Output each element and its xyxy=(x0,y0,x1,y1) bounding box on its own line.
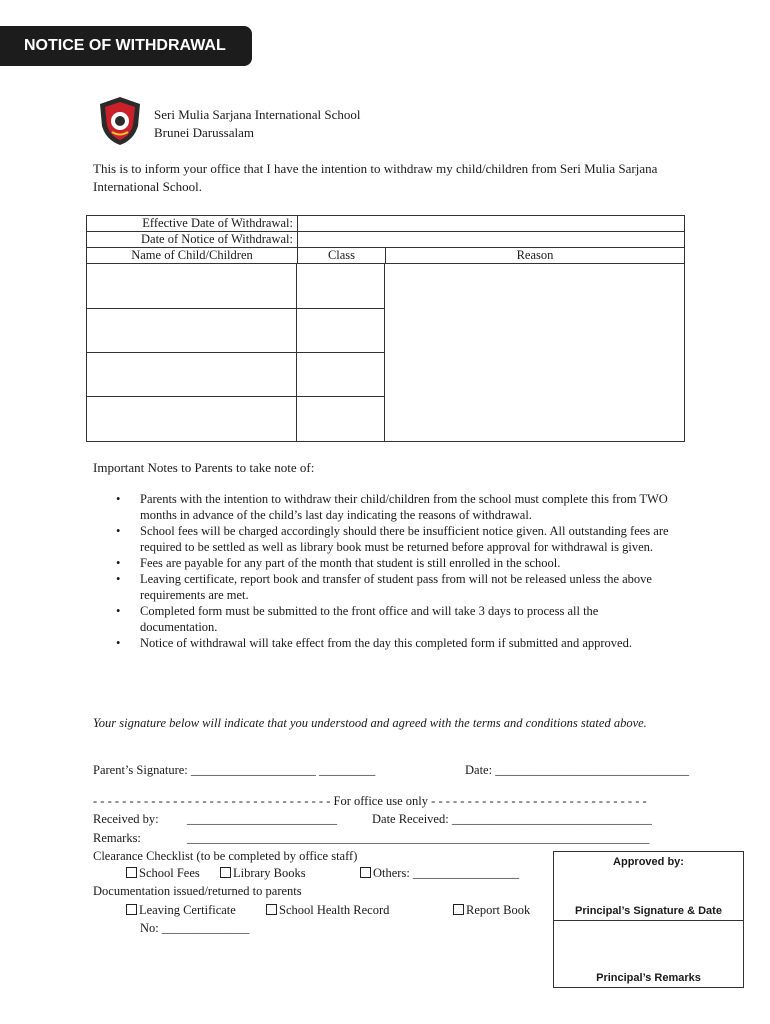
principal-approval-box xyxy=(553,851,744,988)
office-use-divider: - - - - - - - - - - - - - - - - - - - - - - - - - - - - - - - - - For office use only - - - - - - - - - - - - - - - - - - - - - - - - - - - - - - xyxy=(93,794,647,808)
child-name-field[interactable] xyxy=(86,308,297,353)
clearance-checklist-title: Clearance Checklist (to be completed by office staff) xyxy=(93,849,358,863)
health-record-label: School Health Record xyxy=(279,903,390,917)
notice-date-label: Date of Notice of Withdrawal: xyxy=(87,232,298,248)
documentation-title: Documentation issued/returned to parents xyxy=(93,884,302,898)
note-item: • Notice of withdrawal will take effect from the day this completed form if submitted and approved. xyxy=(140,635,678,651)
leaving-certificate-checkbox[interactable] xyxy=(126,903,236,918)
remarks-label: Remarks: xyxy=(93,831,141,845)
note-item: • Leaving certificate, report book and transfer of student pass from will not be released unless the above requirements are met. xyxy=(140,571,678,603)
col-reason-header: Reason xyxy=(386,248,685,264)
note-item: • Completed form must be submitted to the front office and will take 3 days to process all the documentation. xyxy=(140,603,678,635)
notes-title: Important Notes to Parents to take note of: xyxy=(93,460,315,475)
child-class-field[interactable] xyxy=(296,308,385,353)
reason-field[interactable] xyxy=(384,263,685,442)
school-info xyxy=(154,106,361,142)
child-class-field[interactable] xyxy=(296,396,385,442)
effective-date-label: Effective Date of Withdrawal: xyxy=(87,216,298,232)
effective-date-field[interactable] xyxy=(298,216,685,232)
received-by-field[interactable]: ________________________ xyxy=(187,812,337,826)
children-entry-grid xyxy=(86,263,685,442)
checkbox-icon xyxy=(453,904,464,915)
school-fees-label: School Fees xyxy=(139,866,200,880)
principal-remarks-label: Principal’s Remarks xyxy=(596,972,701,984)
withdrawal-header-table xyxy=(86,215,685,264)
library-books-checkbox[interactable] xyxy=(220,866,306,881)
col-name-header: Name of Child/Children xyxy=(87,248,298,264)
child-class-field[interactable] xyxy=(296,263,385,309)
others-label: Others: _________________ xyxy=(373,866,520,880)
child-class-field[interactable] xyxy=(296,352,385,397)
notice-date-field[interactable] xyxy=(298,232,685,248)
report-book-label: Report Book xyxy=(466,903,531,917)
remarks-field[interactable]: __________________________________________________________________________ xyxy=(187,831,650,845)
notes-list xyxy=(140,491,678,651)
signature-date-field[interactable]: Date: _______________________________ xyxy=(465,763,689,777)
school-location: Brunei Darussalam xyxy=(154,125,255,140)
school-name: Seri Mulia Sarjana International School xyxy=(154,107,361,122)
child-name-field[interactable] xyxy=(86,352,297,397)
child-name-field[interactable] xyxy=(86,396,297,442)
others-checkbox[interactable] xyxy=(360,866,519,881)
report-book-checkbox[interactable] xyxy=(453,903,530,918)
checkbox-icon xyxy=(266,904,277,915)
document-number-field[interactable]: No: ______________ xyxy=(140,921,250,935)
checkbox-icon xyxy=(126,904,137,915)
library-books-label: Library Books xyxy=(233,866,306,880)
approval-divider xyxy=(554,920,743,921)
intro-paragraph: This is to inform your office that I have the intention to withdraw my child/children from Seri Mulia Sarjana International School. xyxy=(93,161,658,194)
checkbox-icon xyxy=(220,867,231,878)
health-record-checkbox[interactable] xyxy=(266,903,389,918)
note-item: • School fees will be charged accordingly should there be insufficient notice given. All outstanding fees are required to be settled as well as library book must be returned before approval for withdrawal is given. xyxy=(140,523,678,555)
approved-by-label: Approved by: xyxy=(613,856,684,868)
leaving-certificate-label: Leaving Certificate xyxy=(139,903,236,917)
form-title-banner: NOTICE OF WITHDRAWAL xyxy=(0,26,252,66)
note-item: • Fees are payable for any part of the month that student is still enrolled in the school. xyxy=(140,555,678,571)
checkbox-icon xyxy=(126,867,137,878)
principal-signature-label: Principal’s Signature & Date xyxy=(575,905,722,917)
col-class-header: Class xyxy=(298,248,386,264)
signature-statement: Your signature below will indicate that you understood and agreed with the terms and conditions stated above. xyxy=(93,716,647,730)
checkbox-icon xyxy=(360,867,371,878)
date-received-field[interactable]: Date Received: ________________________________ xyxy=(372,812,652,826)
parent-signature-field[interactable]: Parent’s Signature: ____________________ _________ xyxy=(93,763,376,777)
child-name-field[interactable] xyxy=(86,263,297,309)
received-by-label: Received by: xyxy=(93,812,159,826)
school-fees-checkbox[interactable] xyxy=(126,866,200,881)
school-crest-logo xyxy=(98,96,142,146)
note-item: • Parents with the intention to withdraw their child/children from the school must complete this from TWO months in advance of the child’s last day indicating the reasons of withdrawal. xyxy=(140,491,678,523)
